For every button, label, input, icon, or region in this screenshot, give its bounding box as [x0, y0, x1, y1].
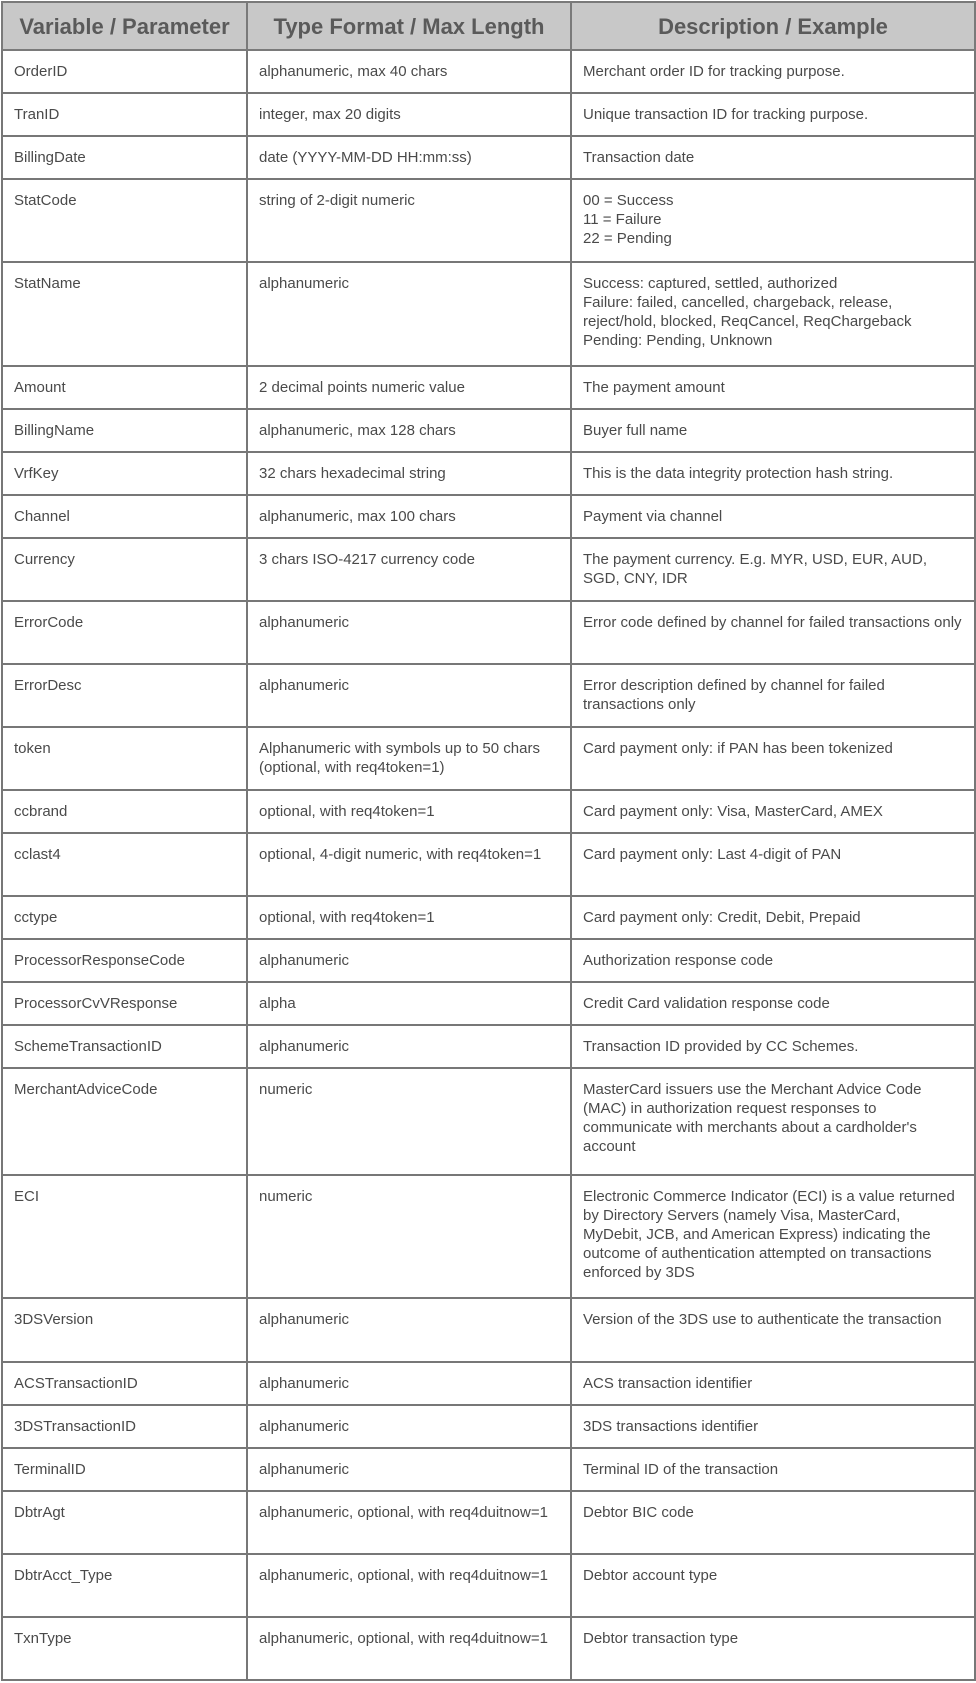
- cell-description: Electronic Commerce Indicator (ECI) is a value returned by Directory Servers (namely Visa, MasterCard, MyDebit, JCB, and American Express) indicating the outcome of authentication attempted on transactions enforced by 3DS: [571, 1175, 975, 1298]
- cell-description: The payment currency. E.g. MYR, USD, EUR, AUD, SGD, CNY, IDR: [571, 538, 975, 601]
- cell-type-format: 2 decimal points numeric value: [247, 366, 571, 409]
- cell-description: ACS transaction identifier: [571, 1362, 975, 1405]
- cell-description: Error description defined by channel for failed transactions only: [571, 664, 975, 727]
- cell-type-format: Alphanumeric with symbols up to 50 chars (optional, with req4token=1): [247, 727, 571, 790]
- table-row: [2, 1298, 975, 1362]
- cell-type-format: alphanumeric: [247, 1405, 571, 1448]
- cell-variable-name: ProcessorResponseCode: [2, 939, 247, 982]
- cell-type-format: alphanumeric: [247, 939, 571, 982]
- cell-type-format: string of 2-digit numeric: [247, 179, 571, 262]
- cell-description: Payment via channel: [571, 495, 975, 538]
- table-row: [2, 790, 975, 833]
- cell-description: Card payment only: if PAN has been tokenized: [571, 727, 975, 790]
- table-row: [2, 982, 975, 1025]
- cell-variable-name: StatName: [2, 262, 247, 366]
- header-variable-parameter: Variable / Parameter: [2, 2, 247, 50]
- cell-description: This is the data integrity protection hash string.: [571, 452, 975, 495]
- cell-type-format: numeric: [247, 1175, 571, 1298]
- cell-type-format: alphanumeric, max 100 chars: [247, 495, 571, 538]
- cell-description: Merchant order ID for tracking purpose.: [571, 50, 975, 93]
- cell-type-format: alphanumeric, max 128 chars: [247, 409, 571, 452]
- table-row: [2, 366, 975, 409]
- cell-description: Card payment only: Visa, MasterCard, AMEX: [571, 790, 975, 833]
- table-row: [2, 1491, 975, 1554]
- table-row: [2, 1554, 975, 1617]
- cell-description: Buyer full name: [571, 409, 975, 452]
- cell-description: Transaction ID provided by CC Schemes.: [571, 1025, 975, 1068]
- cell-type-format: alphanumeric, max 40 chars: [247, 50, 571, 93]
- cell-type-format: 32 chars hexadecimal string: [247, 452, 571, 495]
- cell-description: Credit Card validation response code: [571, 982, 975, 1025]
- cell-description: MasterCard issuers use the Merchant Advice Code (MAC) in authorization request responses to communicate with merchants about a cardholder's account: [571, 1068, 975, 1175]
- cell-variable-name: cclast4: [2, 833, 247, 896]
- header-type-format: Type Format / Max Length: [247, 2, 571, 50]
- cell-description: 3DS transactions identifier: [571, 1405, 975, 1448]
- cell-variable-name: Amount: [2, 366, 247, 409]
- cell-type-format: optional, with req4token=1: [247, 790, 571, 833]
- cell-type-format: alphanumeric, optional, with req4duitnow=1: [247, 1617, 571, 1680]
- cell-variable-name: cctype: [2, 896, 247, 939]
- cell-type-format: alphanumeric: [247, 1362, 571, 1405]
- table-body: [2, 50, 975, 1680]
- cell-description: Unique transaction ID for tracking purpose.: [571, 93, 975, 136]
- cell-variable-name: ECI: [2, 1175, 247, 1298]
- cell-variable-name: VrfKey: [2, 452, 247, 495]
- cell-variable-name: SchemeTransactionID: [2, 1025, 247, 1068]
- cell-variable-name: token: [2, 727, 247, 790]
- cell-type-format: alpha: [247, 982, 571, 1025]
- cell-description: Authorization response code: [571, 939, 975, 982]
- cell-variable-name: StatCode: [2, 179, 247, 262]
- table-header: [2, 2, 975, 50]
- cell-variable-name: Channel: [2, 495, 247, 538]
- cell-variable-name: BillingDate: [2, 136, 247, 179]
- cell-type-format: optional, 4-digit numeric, with req4token=1: [247, 833, 571, 896]
- cell-variable-name: ProcessorCvVResponse: [2, 982, 247, 1025]
- cell-variable-name: ErrorCode: [2, 601, 247, 664]
- cell-description: Terminal ID of the transaction: [571, 1448, 975, 1491]
- table-row: [2, 601, 975, 664]
- table-row: [2, 1362, 975, 1405]
- cell-type-format: alphanumeric: [247, 664, 571, 727]
- table-row: [2, 727, 975, 790]
- cell-variable-name: Currency: [2, 538, 247, 601]
- cell-variable-name: 3DSTransactionID: [2, 1405, 247, 1448]
- cell-variable-name: MerchantAdviceCode: [2, 1068, 247, 1175]
- table-row: [2, 1448, 975, 1491]
- table-row: [2, 1405, 975, 1448]
- cell-description: The payment amount: [571, 366, 975, 409]
- table-row: [2, 538, 975, 601]
- header-row: [2, 2, 975, 50]
- cell-type-format: alphanumeric: [247, 1298, 571, 1362]
- cell-variable-name: DbtrAcct_Type: [2, 1554, 247, 1617]
- cell-variable-name: TranID: [2, 93, 247, 136]
- table-row: [2, 409, 975, 452]
- cell-description: Debtor transaction type: [571, 1617, 975, 1680]
- cell-variable-name: TxnType: [2, 1617, 247, 1680]
- table-row: [2, 262, 975, 366]
- table-row: [2, 50, 975, 93]
- table-row: [2, 452, 975, 495]
- cell-description: Card payment only: Credit, Debit, Prepaid: [571, 896, 975, 939]
- cell-description: Card payment only: Last 4-digit of PAN: [571, 833, 975, 896]
- cell-type-format: numeric: [247, 1068, 571, 1175]
- parameter-table: [1, 1, 976, 1681]
- table-row: [2, 93, 975, 136]
- cell-type-format: integer, max 20 digits: [247, 93, 571, 136]
- cell-description: Transaction date: [571, 136, 975, 179]
- table-row: [2, 1025, 975, 1068]
- table-row: [2, 179, 975, 262]
- cell-variable-name: ccbrand: [2, 790, 247, 833]
- cell-variable-name: 3DSVersion: [2, 1298, 247, 1362]
- cell-description: Debtor BIC code: [571, 1491, 975, 1554]
- cell-variable-name: BillingName: [2, 409, 247, 452]
- table-row: [2, 495, 975, 538]
- cell-type-format: alphanumeric: [247, 1025, 571, 1068]
- cell-variable-name: OrderID: [2, 50, 247, 93]
- cell-description: 00 = Success 11 = Failure 22 = Pending: [571, 179, 975, 262]
- cell-variable-name: ACSTransactionID: [2, 1362, 247, 1405]
- cell-type-format: 3 chars ISO-4217 currency code: [247, 538, 571, 601]
- cell-description: Success: captured, settled, authorized Failure: failed, cancelled, chargeback, release, reject/hold, blocked, ReqCancel, ReqChargeback Pending: Pending, Unknown: [571, 262, 975, 366]
- table-row: [2, 1617, 975, 1680]
- cell-description: Error code defined by channel for failed transactions only: [571, 601, 975, 664]
- cell-type-format: date (YYYY-MM-DD HH:mm:ss): [247, 136, 571, 179]
- cell-type-format: alphanumeric: [247, 262, 571, 366]
- cell-variable-name: ErrorDesc: [2, 664, 247, 727]
- table-row: [2, 1175, 975, 1298]
- table-row: [2, 896, 975, 939]
- cell-variable-name: TerminalID: [2, 1448, 247, 1491]
- table-row: [2, 664, 975, 727]
- table-row: [2, 136, 975, 179]
- table-row: [2, 833, 975, 896]
- cell-type-format: optional, with req4token=1: [247, 896, 571, 939]
- cell-type-format: alphanumeric, optional, with req4duitnow=1: [247, 1554, 571, 1617]
- cell-description: Version of the 3DS use to authenticate the transaction: [571, 1298, 975, 1362]
- cell-variable-name: DbtrAgt: [2, 1491, 247, 1554]
- cell-type-format: alphanumeric, optional, with req4duitnow=1: [247, 1491, 571, 1554]
- header-description-example: Description / Example: [571, 2, 975, 50]
- table-row: [2, 1068, 975, 1175]
- table-row: [2, 939, 975, 982]
- cell-description: Debtor account type: [571, 1554, 975, 1617]
- cell-type-format: alphanumeric: [247, 1448, 571, 1491]
- cell-type-format: alphanumeric: [247, 601, 571, 664]
